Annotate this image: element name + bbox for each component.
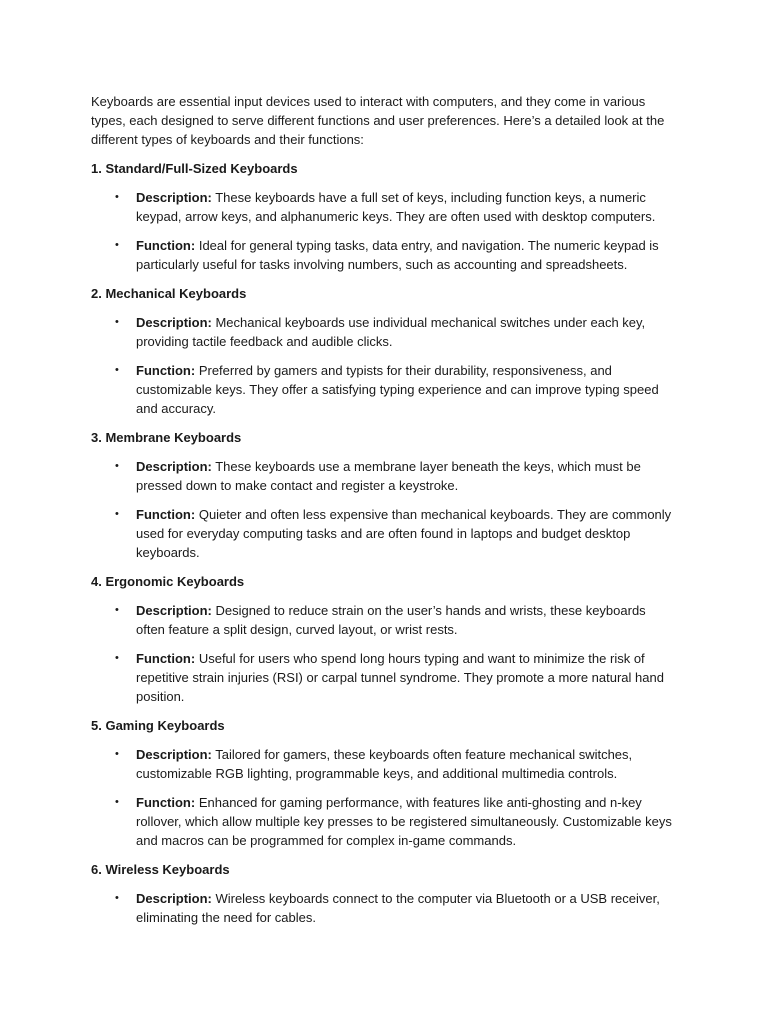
list-item <box>91 457 678 495</box>
item-term: Function: <box>136 238 196 253</box>
section-heading-standard: 1. Standard/Full-Sized Keyboards <box>91 161 298 176</box>
item-term: Description: <box>136 603 212 618</box>
bullet-icon: • <box>115 604 119 616</box>
section-heading-mechanical: 2. Mechanical Keyboards <box>91 286 247 301</box>
bullet-icon: • <box>115 191 119 203</box>
bullet-icon: • <box>115 508 119 520</box>
item-text: Quieter and often less expensive than mechanical keyboards. They are commonly used for everyday computing tasks and are often found in laptops and budget desktop keyboards. <box>136 507 672 560</box>
list-item <box>91 361 678 418</box>
item-text: Mechanical keyboards use individual mechanical switches under each key, providing tactile feedback and audible clicks. <box>136 315 646 349</box>
list-item <box>91 236 678 274</box>
bullet-list-standard <box>91 188 678 274</box>
bullet-list-wireless <box>91 889 678 927</box>
intro-paragraph: Keyboards are essential input devices used to interact with computers, and they come in various types, each designed to serve different functions and user preferences. Here’s a detailed look at the different types of keyboards and their functions: <box>91 94 665 147</box>
list-item <box>91 889 678 927</box>
bullet-list-mechanical <box>91 313 678 418</box>
section-heading-gaming: 5. Gaming Keyboards <box>91 718 225 733</box>
item-text: These keyboards use a membrane layer beneath the keys, which must be pressed down to make contact and register a keystroke. <box>136 459 641 493</box>
bullet-icon: • <box>115 892 119 904</box>
list-item <box>91 313 678 351</box>
item-term: Description: <box>136 315 212 330</box>
bullet-icon: • <box>115 748 119 760</box>
bullet-icon: • <box>115 796 119 808</box>
item-text: Preferred by gamers and typists for their durability, responsiveness, and customizable keys. They offer a satisfying typing experience and can improve typing speed and accuracy. <box>136 363 659 416</box>
item-text: Wireless keyboards connect to the computer via Bluetooth or a USB receiver, eliminating the need for cables. <box>136 891 660 925</box>
item-term: Function: <box>136 507 196 522</box>
item-term: Description: <box>136 747 212 762</box>
section-heading-membrane: 3. Membrane Keyboards <box>91 430 242 445</box>
list-item <box>91 188 678 226</box>
item-term: Description: <box>136 459 212 474</box>
item-term: Function: <box>136 363 196 378</box>
list-item <box>91 649 678 706</box>
list-item <box>91 793 678 850</box>
bullet-list-membrane <box>91 457 678 562</box>
bullet-icon: • <box>115 364 119 376</box>
bullet-icon: • <box>115 239 119 251</box>
bullet-icon: • <box>115 460 119 472</box>
item-text: These keyboards have a full set of keys, including function keys, a numeric keypad, arrow keys, and alphanumeric keys. They are often used with desktop computers. <box>136 190 656 224</box>
item-term: Function: <box>136 651 196 666</box>
item-term: Function: <box>136 795 196 810</box>
section-heading-ergonomic: 4. Ergonomic Keyboards <box>91 574 245 589</box>
item-text: Useful for users who spend long hours typing and want to minimize the risk of repetitive strain injuries (RSI) or carpal tunnel syndrome. They promote a more natural hand position. <box>136 651 664 704</box>
bullet-icon: • <box>115 316 119 328</box>
list-item <box>91 505 678 562</box>
section-heading-wireless: 6. Wireless Keyboards <box>91 862 230 877</box>
bullet-icon: • <box>115 652 119 664</box>
bullet-list-gaming <box>91 745 678 850</box>
list-item <box>91 601 678 639</box>
item-text: Designed to reduce strain on the user’s hands and wrists, these keyboards often feature a split design, curved layout, or wrist rests. <box>136 603 646 637</box>
bullet-list-ergonomic <box>91 601 678 706</box>
item-term: Description: <box>136 891 212 906</box>
list-item <box>91 745 678 783</box>
item-term: Description: <box>136 190 212 205</box>
item-text: Enhanced for gaming performance, with features like anti-ghosting and n-key rollover, which allow multiple key presses to be registered simultaneously. Customizable keys and macros can be programmed for complex in-game commands. <box>136 795 672 848</box>
item-text: Ideal for general typing tasks, data entry, and navigation. The numeric keypad is particularly useful for tasks involving numbers, such as accounting and spreadsheets. <box>136 238 659 272</box>
item-text: Tailored for gamers, these keyboards often feature mechanical switches, customizable RGB lighting, programmable keys, and additional multimedia controls. <box>136 747 633 781</box>
